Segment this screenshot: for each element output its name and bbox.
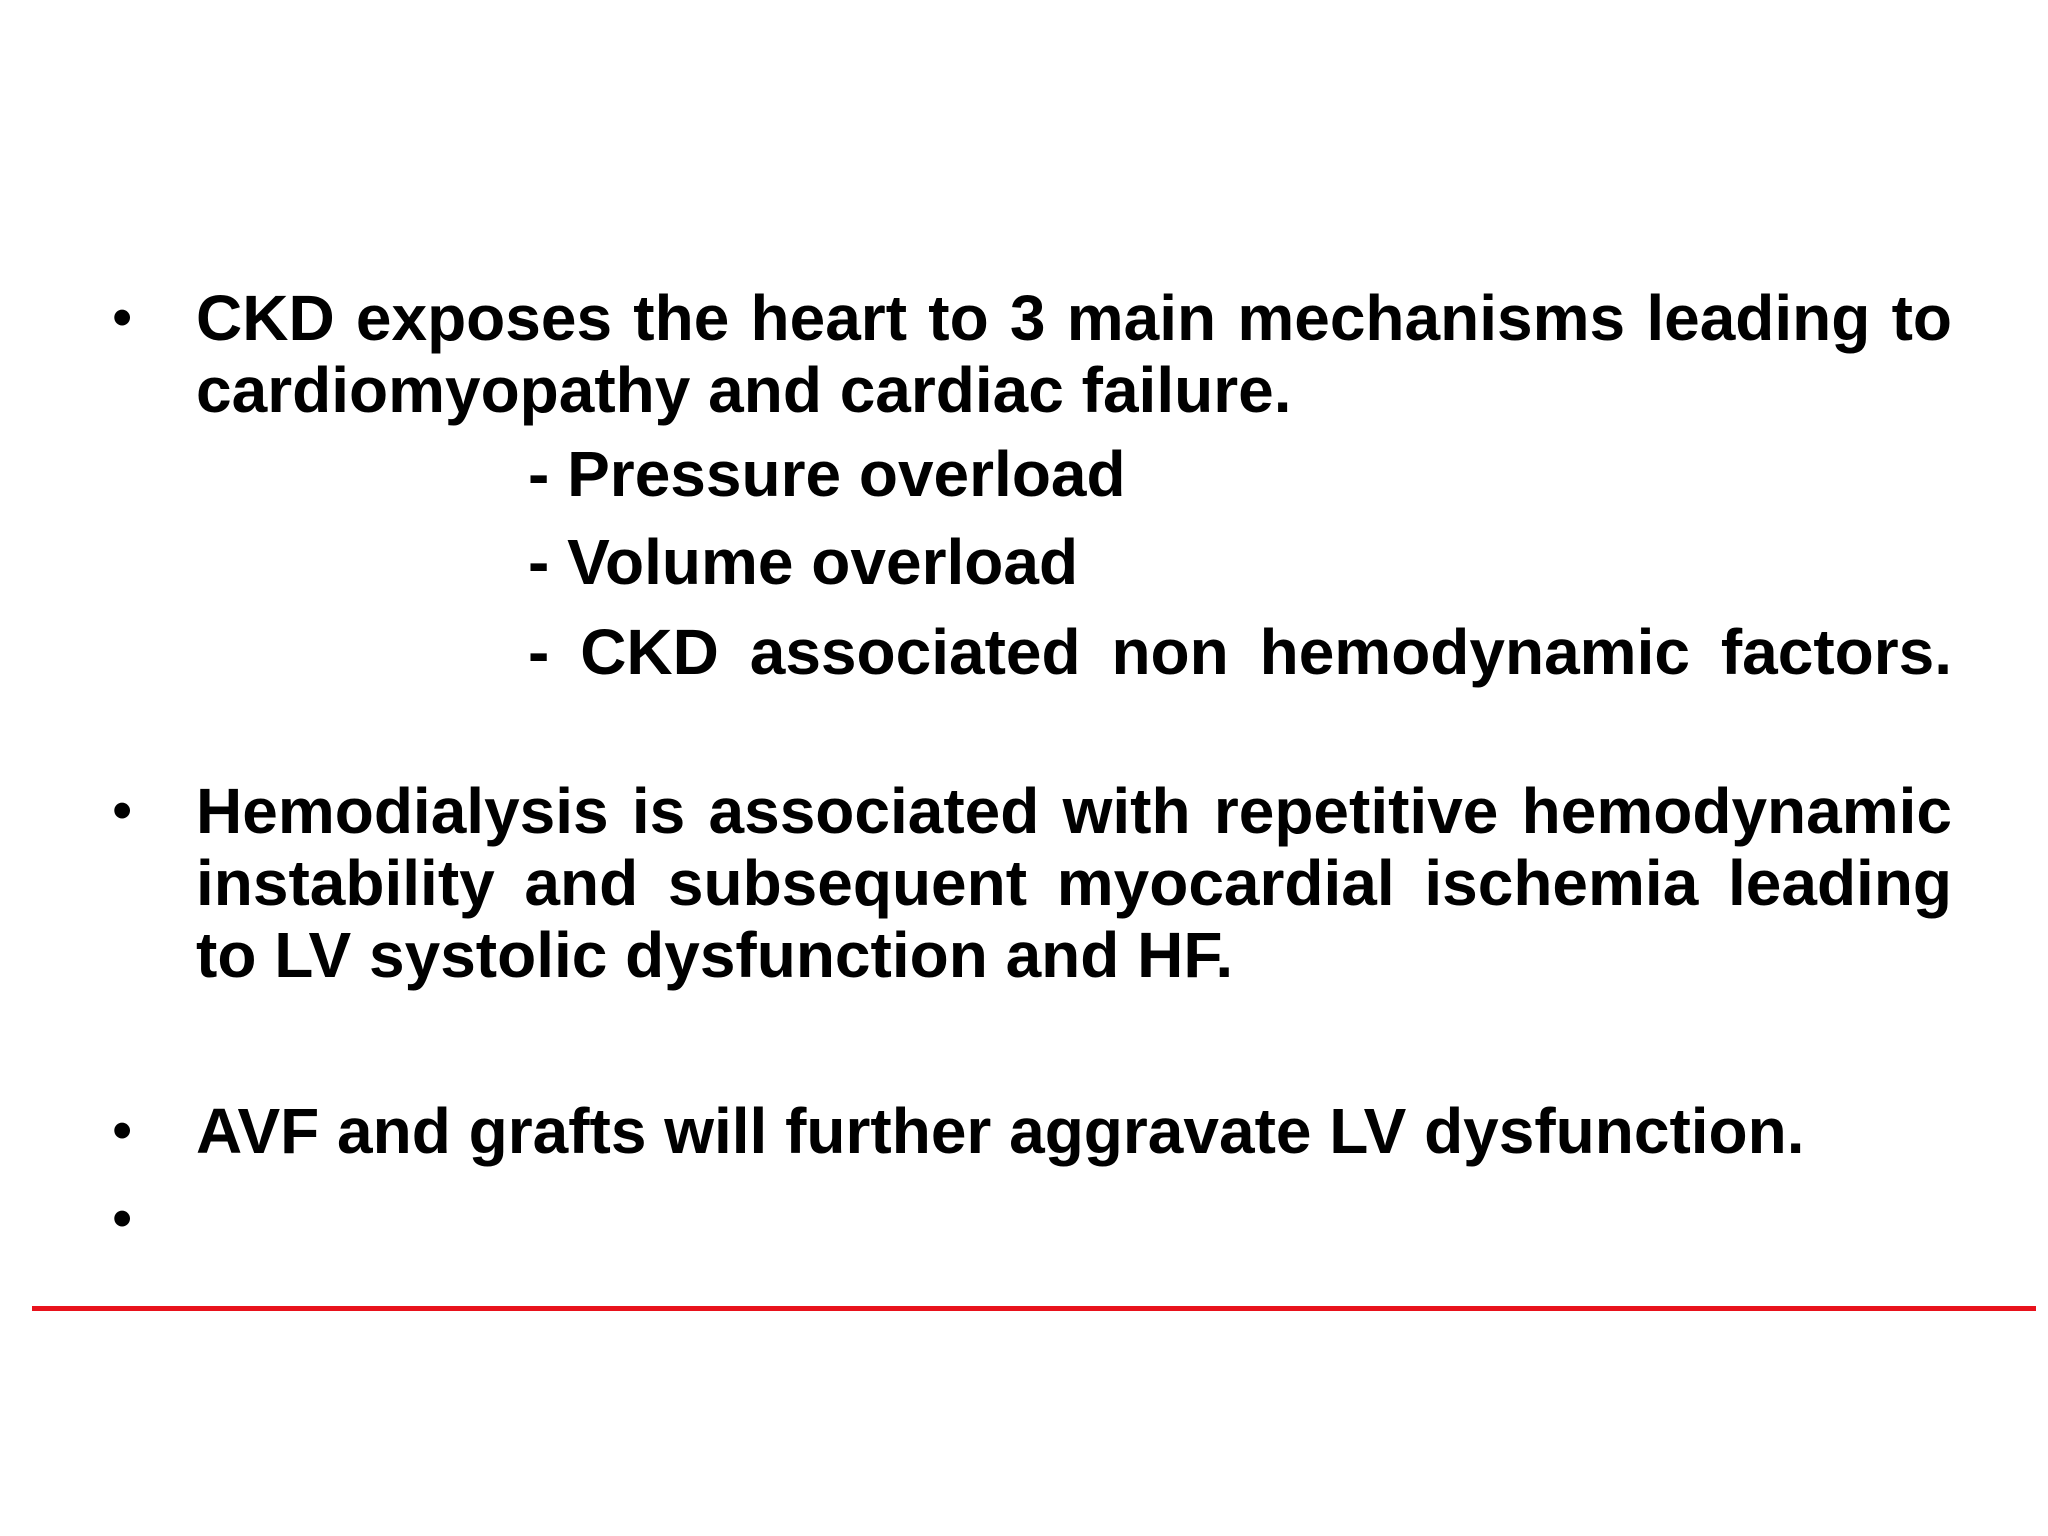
bullet-marker: • [112,1186,133,1251]
bullet-text: Hemodialysis is associated with repetitive hemodynamic instability and subsequent myocardial ischemia leading to LV systolic dysfunction and HF. [196,775,1952,991]
sub-item-pressure-overload: - Pressure overload [528,438,1126,510]
sub-item-volume-overload: - Volume overload [528,526,1079,598]
red-divider-line [32,1306,2036,1311]
bullet-marker: • [112,285,133,350]
sub-item-non-hemodynamic-factors: - CKD associated non hemodynamic factors. [528,616,1952,688]
bullet-marker: • [112,778,133,843]
bullet-text: AVF and grafts will further aggravate LV dysfunction. [196,1095,1805,1167]
bullet-marker: • [112,1098,133,1163]
bullet-text: CKD exposes the heart to 3 main mechanisms leading to cardiomyopathy and cardiac failure. [196,282,1952,426]
